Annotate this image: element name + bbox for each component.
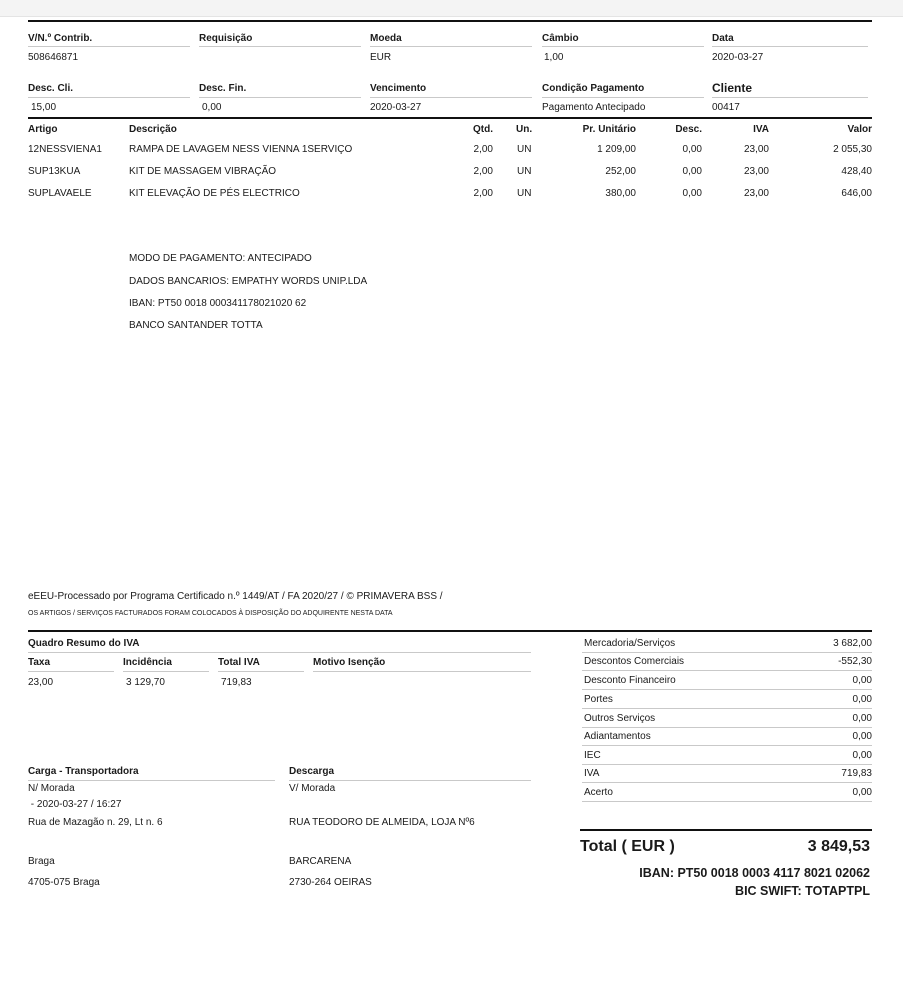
descarga-title: Descarga	[289, 766, 335, 777]
value-vencimento: 2020-03-27	[370, 102, 422, 113]
descarga-street: RUA TEODORO DE ALMEIDA, LOJA Nº6	[289, 817, 475, 828]
value-desc-fin: 0,00	[202, 102, 222, 113]
note-line: MODO DE PAGAMENTO: ANTECIPADO	[129, 253, 312, 264]
cell-valor: 2 055,30	[833, 144, 872, 155]
carga-title: Carga - Transportadora	[28, 766, 139, 777]
cell-iva: 23,00	[743, 188, 769, 199]
carga-city: Braga	[28, 856, 55, 867]
iva-taxa-value: 23,00	[28, 677, 54, 688]
grand-total-label: Total ( EUR )	[580, 838, 675, 855]
cell-descricao: KIT ELEVAÇÃO DE PÉS ELECTRICO	[129, 188, 300, 199]
col-un: Un.	[516, 124, 533, 135]
footer-rule	[28, 630, 872, 632]
carga-datetime: - 2020-03-27 / 16:27	[28, 799, 122, 810]
value-contrib: 508646871	[28, 52, 79, 63]
cell-qtd: 2,00	[473, 188, 493, 199]
total-value: 0,00	[852, 675, 872, 686]
cell-desc: 0,00	[682, 144, 702, 155]
label-desc-cli: Desc. Cli.	[28, 83, 74, 94]
total-label: Mercadoria/Serviços	[584, 638, 676, 649]
carga-morada: N/ Morada	[28, 783, 75, 794]
value-cambio: 1,00	[544, 52, 564, 63]
iva-col-incidencia: Incidência	[123, 657, 172, 668]
total-label: Outros Serviços	[584, 713, 656, 724]
cell-valor: 428,40	[841, 166, 872, 177]
col-qtd: Qtd.	[473, 124, 493, 135]
total-value: 0,00	[852, 750, 872, 761]
label-cliente: Cliente	[712, 81, 753, 95]
iva-incidencia-value: 3 129,70	[126, 677, 165, 688]
total-label: Portes	[584, 694, 613, 705]
note-line: IBAN: PT50 0018 000341178021020 62	[129, 298, 307, 309]
cell-qtd: 2,00	[473, 144, 493, 155]
disclaimer-text: OS ARTIGOS / SERVIÇOS FACTURADOS FORAM COLOCADOS À DISPOSIÇÃO DO ADQUIRENTE NESTA DATA	[28, 610, 393, 617]
carga-street: Rua de Mazagão n. 29, Lt n. 6	[28, 817, 163, 828]
top-rule	[28, 20, 872, 22]
certification-text: eEEU-Processado por Programa Certificado n.º 1449/AT / FA 2020/27 / © PRIMAVERA BSS /	[28, 591, 443, 602]
col-descricao: Descrição	[129, 124, 177, 135]
cell-valor: 646,00	[841, 188, 872, 199]
cell-iva: 23,00	[743, 166, 769, 177]
total-label: Descontos Comerciais	[584, 656, 685, 667]
cell-iva: 23,00	[743, 144, 769, 155]
value-desc-cli: 15,00	[31, 102, 57, 113]
carga-postal: 4705-075 Braga	[28, 877, 100, 888]
value-moeda: EUR	[370, 52, 392, 63]
grand-total-value: 3 849,53	[807, 838, 870, 855]
descarga-morada: V/ Morada	[289, 783, 336, 794]
total-label: IVA	[584, 768, 600, 779]
total-value: -552,30	[838, 656, 872, 667]
cell-descricao: RAMPA DE LAVAGEM NESS VIENNA 1SERVIÇO	[129, 144, 353, 155]
cell-un: UN	[517, 188, 532, 199]
cell-qtd: 2,00	[473, 166, 493, 177]
label-cambio: Câmbio	[542, 33, 579, 44]
cell-preco: 252,00	[605, 166, 636, 177]
cell-preco: 380,00	[605, 188, 636, 199]
cell-artigo: SUP13KUA	[28, 166, 81, 177]
total-value: 0,00	[852, 787, 872, 798]
items-top-rule	[28, 117, 872, 119]
label-data: Data	[712, 33, 734, 44]
label-condicao: Condição Pagamento	[542, 83, 645, 94]
cell-desc: 0,00	[682, 166, 702, 177]
col-artigo: Artigo	[28, 124, 58, 135]
descarga-city: BARCARENA	[289, 856, 352, 867]
cell-preco: 1 209,00	[597, 144, 636, 155]
note-line: BANCO SANTANDER TOTTA	[129, 320, 263, 331]
iva-total-value: 719,83	[221, 677, 252, 688]
label-contrib: V/N.º Contrib.	[28, 33, 93, 44]
cell-desc: 0,00	[682, 188, 702, 199]
descarga-postal: 2730-264 OEIRAS	[289, 877, 372, 888]
col-iva: IVA	[753, 124, 769, 135]
bank-iban: IBAN: PT50 0018 0003 4117 8021 02062	[639, 866, 870, 880]
col-valor: Valor	[847, 124, 872, 135]
cell-artigo: 12NESSVIENA1	[28, 144, 102, 155]
total-value: 0,00	[852, 713, 872, 724]
cell-un: UN	[517, 166, 532, 177]
iva-col-total: Total IVA	[218, 657, 260, 668]
bank-bic: BIC SWIFT: TOTAPTPL	[735, 884, 870, 898]
total-label: Acerto	[584, 787, 613, 798]
grand-total-rule	[580, 829, 872, 831]
iva-col-motivo: Motivo Isenção	[313, 657, 386, 668]
iva-summary-title: Quadro Resumo do IVA	[28, 638, 140, 649]
value-condicao: Pagamento Antecipado	[542, 102, 646, 113]
label-requisicao: Requisição	[199, 33, 253, 44]
cell-un: UN	[517, 144, 532, 155]
col-preco: Pr. Unitário	[582, 124, 636, 135]
total-label: Desconto Financeiro	[584, 675, 676, 686]
label-vencimento: Vencimento	[370, 83, 427, 94]
label-moeda: Moeda	[370, 33, 402, 44]
label-desc-fin: Desc. Fin.	[199, 83, 247, 94]
note-line: DADOS BANCARIOS: EMPATHY WORDS UNIP.LDA	[129, 276, 368, 287]
value-data: 2020-03-27	[712, 52, 764, 63]
total-value: 3 682,00	[833, 638, 872, 649]
total-value: 719,83	[841, 768, 872, 779]
total-label: Adiantamentos	[584, 731, 651, 742]
cell-descricao: KIT DE MASSAGEM VIBRAÇÃO	[129, 166, 277, 177]
total-label: IEC	[584, 750, 601, 761]
cell-artigo: SUPLAVAELE	[28, 188, 92, 199]
iva-col-taxa: Taxa	[28, 657, 51, 668]
total-value: 0,00	[852, 694, 872, 705]
top-band	[0, 0, 903, 17]
col-desc: Desc.	[675, 124, 702, 135]
value-cliente: 00417	[712, 102, 740, 113]
total-value: 0,00	[852, 731, 872, 742]
